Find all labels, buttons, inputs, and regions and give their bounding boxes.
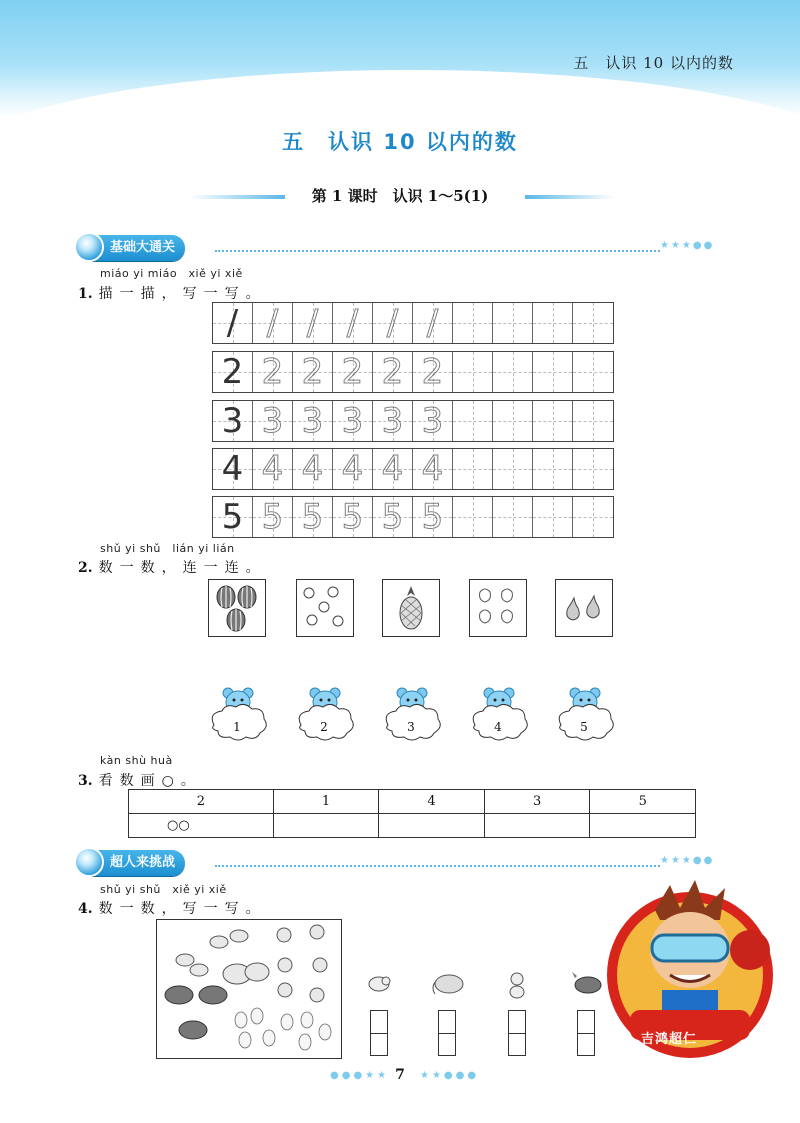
dotted-digit: 3	[381, 401, 404, 441]
trace-row-3	[212, 400, 614, 442]
animal-scene	[156, 919, 342, 1059]
dotted-digit: /	[346, 303, 359, 343]
cloud-number: 5	[580, 720, 588, 734]
table-cell-answer[interactable]	[379, 814, 485, 838]
cloud-bear-1[interactable]	[206, 685, 270, 749]
table-cell-answer[interactable]: ○○	[129, 814, 274, 838]
dotted-digit: 4	[421, 449, 444, 489]
dotted-digit: 3	[421, 401, 444, 441]
table-cell-number: 1	[273, 790, 379, 814]
lesson-title: 第 1 课时 认识 1～5(1)	[311, 187, 489, 205]
q4-prompt	[78, 898, 267, 918]
table-cell-answer[interactable]	[484, 814, 590, 838]
trace-cell[interactable]	[453, 449, 493, 489]
trace-cell	[293, 352, 333, 392]
sample-digit: 2	[221, 352, 244, 392]
decor-stars-2: ★★★●●	[660, 855, 715, 866]
cloud-bear-4[interactable]	[467, 685, 531, 749]
q2-prompt	[78, 557, 267, 577]
trace-cell	[253, 401, 293, 441]
picture-box-apple[interactable]	[296, 579, 354, 637]
bear-cloud-icon	[553, 685, 617, 745]
dotted-digit: 3	[301, 401, 324, 441]
dotted-digit: 2	[261, 352, 284, 392]
q1-number: 1.	[78, 286, 93, 302]
trace-cell[interactable]	[453, 401, 493, 441]
bear-cloud-icon	[293, 685, 357, 745]
picture-box-peach[interactable]	[469, 579, 527, 637]
cloud-bear-2[interactable]	[293, 685, 357, 749]
trace-cell[interactable]	[533, 303, 573, 343]
sample-digit: 3	[221, 401, 244, 441]
trace-cell	[253, 497, 293, 537]
dotted-digit: 5	[261, 497, 284, 537]
trace-cell	[333, 352, 373, 392]
cloud-bear-5[interactable]	[553, 685, 617, 749]
trace-cell[interactable]	[533, 352, 573, 392]
peach-icon	[470, 580, 526, 636]
dotted-digit: /	[306, 303, 319, 343]
trace-cell[interactable]	[533, 497, 573, 537]
trace-cell	[213, 352, 253, 392]
cloud-number: 1	[233, 720, 241, 734]
trace-cell[interactable]	[573, 401, 613, 441]
trace-cell	[373, 401, 413, 441]
cloud-number: 4	[494, 720, 502, 734]
trace-cell	[413, 497, 453, 537]
trace-cell[interactable]	[573, 303, 613, 343]
trace-cell	[213, 401, 253, 441]
dotted-digit: 2	[301, 352, 324, 392]
sample-digit: 5	[221, 497, 244, 537]
trace-row-5	[212, 496, 614, 538]
trace-cell[interactable]	[533, 449, 573, 489]
dotted-digit: 5	[341, 497, 364, 537]
trace-cell[interactable]	[533, 401, 573, 441]
trace-cell	[213, 497, 253, 537]
q1-text: 描一描，写一写。	[98, 286, 267, 302]
ufo-icon	[74, 847, 104, 877]
table-cell-number: 3	[484, 790, 590, 814]
trace-cell	[253, 449, 293, 489]
trace-cell	[333, 401, 373, 441]
dotted-digit: /	[266, 303, 279, 343]
q3-text: 看数画○。	[98, 773, 202, 789]
mascot-label: 吉鸿超仁	[641, 1032, 698, 1047]
dotted-digit: 4	[301, 449, 324, 489]
q4-text: 数一数，写一写。	[98, 901, 267, 917]
q1-pinyin: miáo yi miáo xiě yi xiě	[100, 267, 243, 280]
trace-cell	[373, 352, 413, 392]
cloud-number: 2	[320, 720, 328, 734]
dotted-digit: /	[386, 303, 399, 343]
bear-cloud-icon	[206, 685, 270, 745]
trace-cell[interactable]	[453, 352, 493, 392]
trace-cell	[413, 352, 453, 392]
trace-cell[interactable]	[493, 352, 533, 392]
answer-box-bird[interactable]	[370, 1010, 388, 1056]
cloud-bear-3[interactable]	[380, 685, 444, 749]
dotted-digit: /	[426, 303, 439, 343]
table-cell-answer[interactable]	[273, 814, 379, 838]
q2-text: 数一数，连一连。	[98, 560, 267, 576]
watermelon-icon	[209, 580, 265, 636]
globe-icon	[74, 232, 104, 262]
cloud-number: 3	[407, 720, 415, 734]
dotted-digit: 3	[341, 401, 364, 441]
sample-digit: /	[226, 303, 239, 343]
trace-cell	[293, 401, 333, 441]
table-cell-number: 2	[129, 790, 274, 814]
trace-cell	[293, 449, 333, 489]
trace-cell	[413, 401, 453, 441]
trace-cell[interactable]	[453, 303, 493, 343]
trace-cell[interactable]	[573, 352, 613, 392]
apple-icon	[297, 580, 353, 636]
table-cell-answer[interactable]	[590, 814, 696, 838]
q1-prompt	[78, 283, 267, 303]
answer-box-donkey[interactable]	[577, 1010, 595, 1056]
trace-cell	[213, 303, 253, 343]
trace-cell	[413, 303, 453, 343]
table-cell-number: 5	[590, 790, 696, 814]
trace-cell	[373, 497, 413, 537]
dotted-digit: 2	[421, 352, 444, 392]
monkey-icon	[500, 970, 538, 1006]
trace-cell[interactable]	[493, 449, 533, 489]
dotted-digit: 2	[381, 352, 404, 392]
page-number: 7	[395, 1067, 405, 1083]
q2-pinyin: shǔ yi shǔ lián yi lián	[100, 542, 235, 555]
trace-cell	[333, 449, 373, 489]
trace-cell	[413, 449, 453, 489]
pineapple-icon	[383, 580, 439, 636]
pear-icon	[556, 580, 612, 636]
running-header: 五 认识 10 以内的数	[573, 54, 734, 72]
trace-cell	[333, 497, 373, 537]
bear-cloud-icon	[467, 685, 531, 745]
dotted-digit: 2	[341, 352, 364, 392]
trace-cell	[333, 303, 373, 343]
title-line-right	[525, 195, 615, 199]
banner-challenge-label: 超人来挑战	[110, 855, 176, 870]
dotted-digit: 4	[381, 449, 404, 489]
banner-dotted-line-2	[215, 865, 660, 867]
trace-cell[interactable]	[453, 497, 493, 537]
dotted-digit: 4	[261, 449, 284, 489]
trace-cell[interactable]	[573, 449, 613, 489]
table-cell-number: 4	[379, 790, 485, 814]
table-row-answers	[129, 814, 696, 838]
trace-row-4	[212, 448, 614, 490]
q2-number: 2.	[78, 560, 93, 576]
decor-stars: ★★★●●	[660, 240, 715, 251]
q4-pinyin: shǔ yi shǔ xiě yi xiě	[100, 883, 227, 896]
trace-cell	[293, 303, 333, 343]
trace-cell[interactable]	[493, 497, 533, 537]
trace-row-1	[212, 302, 614, 344]
table-row-numbers	[129, 790, 696, 814]
footer-stars-right: ★★●●●	[420, 1070, 480, 1081]
chapter-title: 五 认识 10 以内的数	[282, 130, 518, 154]
trace-cell	[253, 303, 293, 343]
banner-dotted-line	[215, 250, 660, 252]
q4-number: 4.	[78, 901, 93, 917]
trace-cell[interactable]	[573, 497, 613, 537]
footer-stars-left: ●●●★★	[330, 1070, 390, 1081]
trace-row-2	[212, 351, 614, 393]
bird-icon	[362, 970, 400, 1006]
picture-box-watermelon[interactable]	[208, 579, 266, 637]
q3-prompt	[78, 770, 202, 790]
q3-number: 3.	[78, 773, 93, 789]
trace-cell	[293, 497, 333, 537]
picture-box-pineapple[interactable]	[382, 579, 440, 637]
dotted-digit: 3	[261, 401, 284, 441]
banner-basic-label: 基础大通关	[110, 240, 176, 255]
trace-cell	[373, 303, 413, 343]
trace-cell	[213, 449, 253, 489]
dotted-digit: 4	[341, 449, 364, 489]
picture-box-pear[interactable]	[555, 579, 613, 637]
dotted-digit: 5	[421, 497, 444, 537]
answer-box-elephant[interactable]	[438, 1010, 456, 1056]
trace-cell	[253, 352, 293, 392]
sample-digit: 4	[221, 449, 244, 489]
elephant-icon	[430, 970, 468, 1006]
dotted-digit: 5	[301, 497, 324, 537]
draw-circles-table	[128, 789, 696, 838]
animal-scene-illustration	[157, 920, 341, 1058]
trace-cell[interactable]	[493, 303, 533, 343]
q3-pinyin: kàn shù huà	[100, 754, 173, 767]
answer-box-monkey[interactable]	[508, 1010, 526, 1056]
trace-cell	[373, 449, 413, 489]
bear-cloud-icon	[380, 685, 444, 745]
trace-cell[interactable]	[493, 401, 533, 441]
dotted-digit: 5	[381, 497, 404, 537]
